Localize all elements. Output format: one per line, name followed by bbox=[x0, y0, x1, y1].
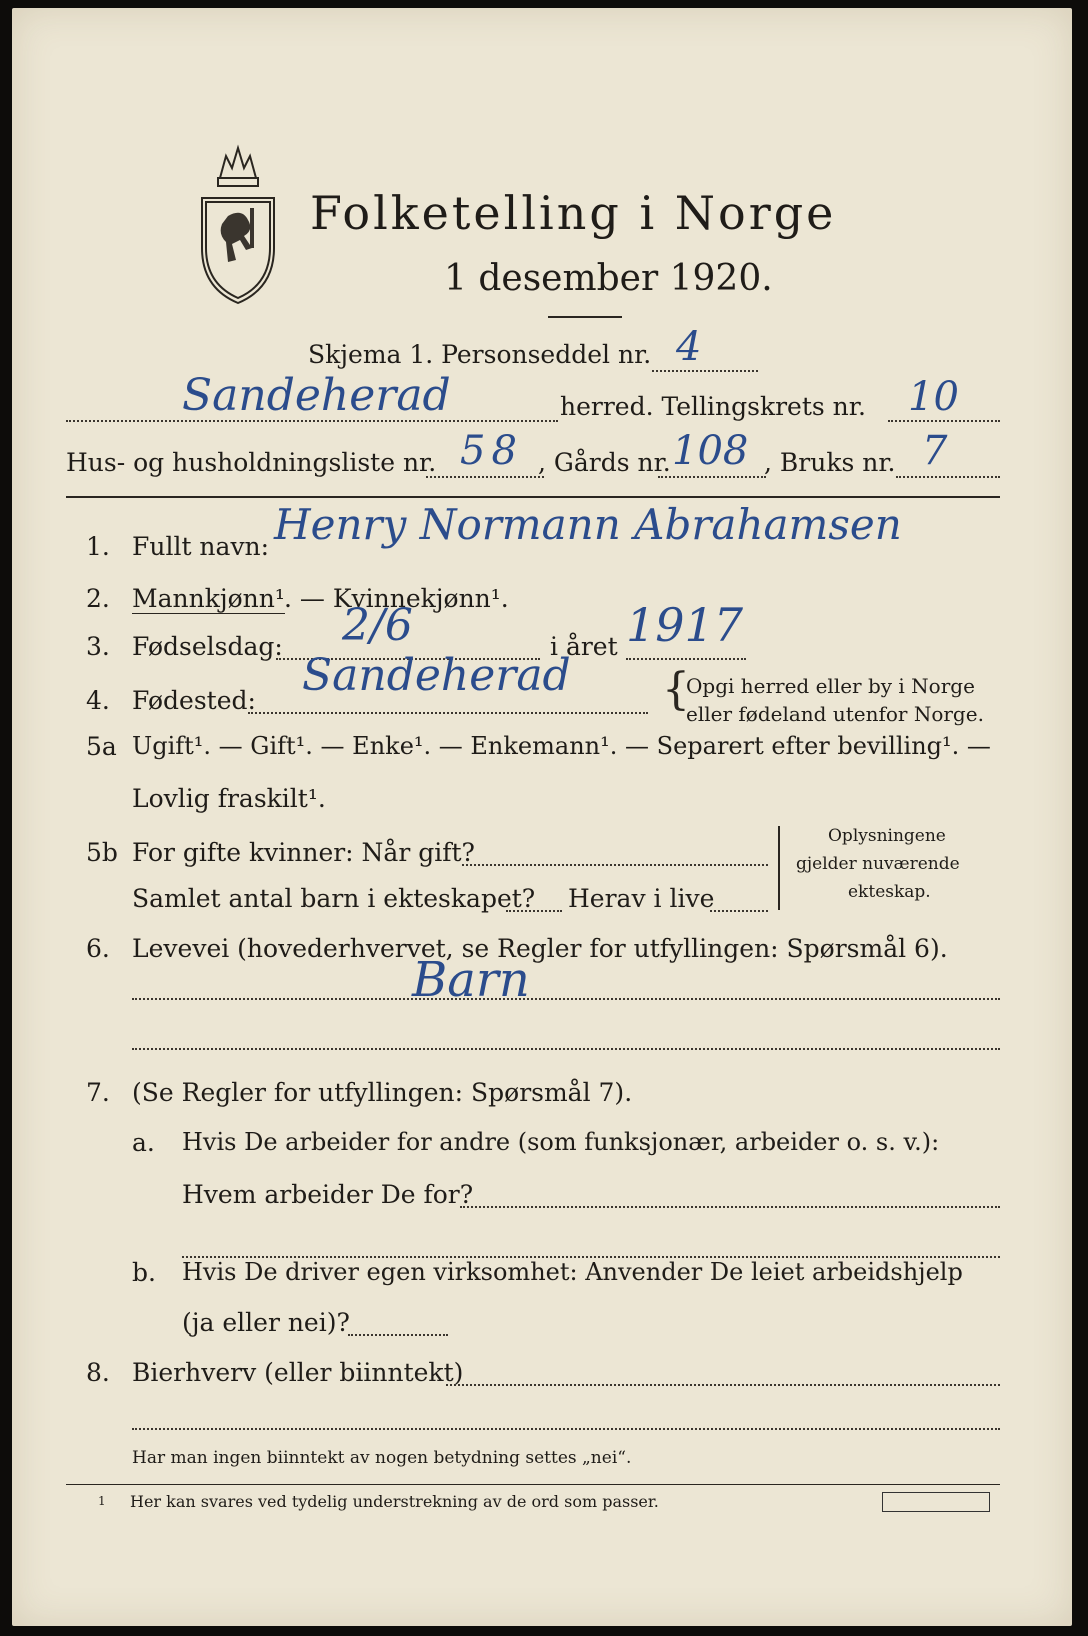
q8-label: Bierhverv (eller biinntekt) bbox=[132, 1358, 464, 1387]
form-title: Folketelling i Norge bbox=[310, 186, 837, 240]
q8-number: 8. bbox=[86, 1358, 110, 1387]
q7a-line2: Hvem arbeider De for? bbox=[182, 1180, 474, 1209]
q7a-letter: a. bbox=[132, 1128, 155, 1157]
birth-year-field[interactable]: 1917 bbox=[626, 598, 744, 652]
q4-brace: { bbox=[662, 664, 690, 715]
footnote-text: Her kan svares ved tydelig understrekning av de ord som passer. bbox=[130, 1492, 659, 1511]
personseddel-nr-field[interactable]: 4 bbox=[676, 324, 702, 370]
husliste-label: Hus- og husholdningsliste nr. bbox=[66, 448, 437, 477]
q6-label: Levevei (hovederhvervet, se Regler for utfyllingen: Spørsmål 6). bbox=[132, 934, 948, 963]
q3-number: 3. bbox=[86, 632, 110, 661]
q5b-number: 5b bbox=[86, 838, 118, 867]
header-rule bbox=[66, 496, 1000, 498]
q4-label: Fødested: bbox=[132, 686, 256, 715]
q4-number: 4. bbox=[86, 686, 110, 715]
q5b-note1: Oplysningene bbox=[828, 826, 946, 846]
q7-number: 7. bbox=[86, 1078, 110, 1107]
q5b-note2: gjelder nuværende bbox=[796, 854, 960, 874]
q3-label: Fødselsdag: bbox=[132, 632, 283, 661]
gards-label: , Gårds nr. bbox=[538, 448, 671, 477]
title-divider bbox=[548, 316, 622, 318]
birth-day-field[interactable]: 2/6 bbox=[342, 600, 413, 651]
q6-number: 6. bbox=[86, 934, 110, 963]
q5b-children-label: Samlet antal barn i ekteskapet? bbox=[132, 884, 536, 913]
schema-label: Skjema 1. Personseddel nr. bbox=[308, 340, 652, 369]
q5b-married-label: For gifte kvinner: Når gift? bbox=[132, 838, 475, 867]
q3-year-label: i året bbox=[550, 632, 618, 661]
q5b-note3: ekteskap. bbox=[848, 882, 931, 902]
footer-note: Har man ingen biinntekt av nogen betydning settes „nei“. bbox=[132, 1448, 632, 1468]
occupation-field[interactable]: Barn bbox=[412, 952, 530, 1008]
sex-male-option[interactable]: Mannkjønn¹ bbox=[132, 584, 285, 613]
q2-number: 2. bbox=[86, 584, 110, 613]
sex-female-option[interactable]: . — Kvinnekjønn¹. bbox=[284, 584, 509, 613]
q7a-line1: Hvis De arbeider for andre (som funksjonær, arbeider o. s. v.): bbox=[182, 1128, 940, 1156]
gards-nr-field[interactable]: 108 bbox=[672, 428, 749, 474]
q4-note-line2: eller fødeland utenfor Norge. bbox=[686, 702, 984, 726]
q7-label: (Se Regler for utfyllingen: Spørsmål 7). bbox=[132, 1078, 633, 1107]
census-date: 1 desember 1920. bbox=[444, 258, 773, 299]
q7b-line2: (ja eller nei)? bbox=[182, 1308, 350, 1337]
q1-number: 1. bbox=[86, 532, 110, 561]
printer-stamp-icon bbox=[882, 1492, 990, 1512]
census-form-sheet bbox=[12, 8, 1072, 1626]
footer-rule bbox=[66, 1484, 1000, 1485]
marital-status-options[interactable]: Ugift¹. — Gift¹. — Enke¹. — Enkemann¹. — Separert efter bevilling¹. — bbox=[132, 732, 991, 760]
herred-label: herred. Tellingskrets nr. bbox=[560, 392, 866, 421]
bruks-label: , Bruks nr. bbox=[764, 448, 896, 477]
bruks-nr-field[interactable]: 7 bbox=[922, 428, 948, 474]
tellingskrets-nr-field[interactable]: 10 bbox=[908, 374, 959, 420]
husliste-nr-field[interactable]: 58 bbox=[460, 428, 523, 474]
q5a-number: 5a bbox=[86, 732, 117, 761]
q5b-bracket bbox=[778, 826, 783, 910]
q7b-letter: b. bbox=[132, 1258, 156, 1287]
q4-note-line1: Opgi herred eller by i Norge bbox=[686, 674, 975, 698]
footnote-mark: 1 bbox=[98, 1494, 106, 1508]
birthplace-field[interactable]: Sandeherad bbox=[302, 650, 571, 701]
q5b-alive-label: Herav i live bbox=[568, 884, 715, 913]
q1-label: Fullt navn: bbox=[132, 532, 270, 561]
herred-field[interactable]: Sandeherad bbox=[182, 370, 451, 421]
full-name-field[interactable]: Henry Normann Abrahamsen bbox=[274, 500, 902, 549]
q7b-line1: Hvis De driver egen virksomhet: Anvender De leiet arbeidshjelp bbox=[182, 1258, 963, 1286]
coat-of-arms-icon bbox=[192, 138, 284, 306]
marital-status-divorced[interactable]: Lovlig fraskilt¹. bbox=[132, 784, 326, 813]
